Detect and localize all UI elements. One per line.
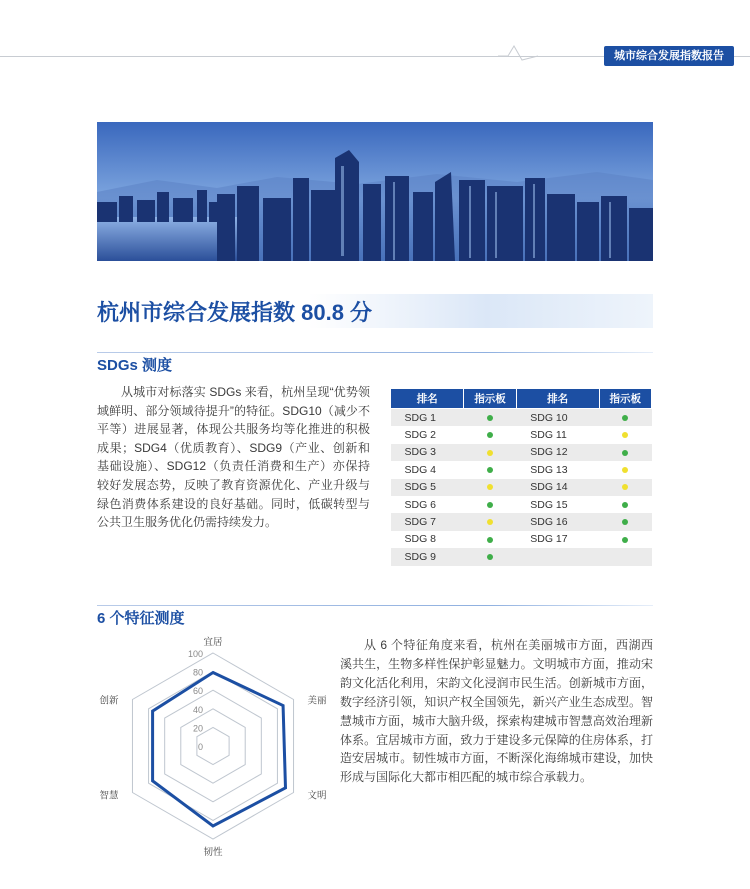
header-dashboard: 指示板: [464, 389, 516, 409]
green-status-dot: [487, 432, 493, 438]
status-cell: [599, 444, 651, 461]
feature-section-title: 6 个特征测度: [97, 610, 185, 627]
status-cell: [464, 426, 516, 443]
radar-tick-label: 60: [192, 686, 203, 697]
status-cell: [464, 513, 516, 530]
yellow-status-dot: [622, 432, 628, 438]
radar-category-label: 文明: [307, 790, 327, 802]
status-cell: [464, 496, 516, 513]
sdg-name: SDG 8: [391, 531, 464, 548]
status-cell: [464, 444, 516, 461]
green-status-dot: [487, 502, 493, 508]
feature-radar-chart: [97, 632, 327, 862]
table-row: [391, 426, 652, 443]
sdg-name: SDG 10: [516, 409, 599, 427]
green-status-dot: [622, 415, 628, 421]
sdg-name: [516, 548, 599, 565]
header-rank: 排名: [391, 389, 464, 409]
status-cell: [599, 426, 651, 443]
table-row: [391, 548, 652, 565]
report-badge: 城市综合发展指数报告: [604, 46, 734, 66]
status-cell: [464, 461, 516, 478]
radar-series-line: [153, 673, 286, 826]
table-row: [391, 479, 652, 496]
sdg-name: SDG 16: [516, 513, 599, 530]
yellow-status-dot: [622, 467, 628, 473]
status-cell: [464, 548, 516, 565]
table-row: [391, 444, 652, 461]
sdg-section-title: SDGs 测度: [97, 357, 173, 374]
sdg-name: SDG 14: [516, 479, 599, 496]
sdg-paragraph: 从城市对标落实 SDGs 来看，杭州呈现“优势领域鲜明、部分领域待提升”的特征。SDG10（减少不平等）进展显著，体现公共服务均等化推进的积极成果；SDG4（优质教育）、SDG9（产业、创新和基础设施）、SDG12（负责任消费和生产）亦保持较好发展态势，反映了教育资源优化、产业升级与绿色消费体系建设的良好基础。同时，低碳转型与公共卫生服务优化仍需持续发力。: [97, 385, 370, 530]
status-cell: [599, 513, 651, 530]
sdg-name: SDG 17: [516, 531, 599, 548]
green-status-dot: [622, 519, 628, 525]
sdg-name: SDG 15: [516, 496, 599, 513]
header-dashboard-2: 指示板: [599, 389, 651, 409]
green-status-dot: [487, 554, 493, 560]
sdg-name: SDG 13: [516, 461, 599, 478]
sdg-name: SDG 11: [516, 426, 599, 443]
status-cell: [464, 531, 516, 548]
sdg-table-body: [391, 409, 652, 566]
sdg-dashboard-table: [390, 388, 652, 566]
radar-grid-ring: [165, 690, 262, 802]
table-row: [391, 496, 652, 513]
green-status-dot: [487, 415, 493, 421]
yellow-status-dot: [487, 519, 493, 525]
page-title: 杭州市综合发展指数 80.8 分: [97, 300, 373, 325]
green-status-dot: [487, 467, 493, 473]
sdg-section-rule: [97, 352, 653, 353]
table-row: [391, 409, 652, 427]
radar-category-label: 韧性: [203, 847, 223, 858]
yellow-status-dot: [487, 484, 493, 490]
status-cell: [599, 409, 651, 427]
sdg-name: SDG 2: [391, 426, 464, 443]
status-cell: [599, 479, 651, 496]
status-cell: [599, 461, 651, 478]
sdg-name: SDG 4: [391, 461, 464, 478]
yellow-status-dot: [487, 450, 493, 456]
status-cell: [464, 479, 516, 496]
radar-category-label: 宜居: [203, 637, 223, 648]
sdg-name: SDG 9: [391, 548, 464, 565]
header-notch-shape: [498, 42, 538, 62]
sdg-name: SDG 6: [391, 496, 464, 513]
main-title-bar: [97, 294, 653, 328]
radar-category-label: 创新: [99, 695, 119, 707]
radar-tick-label: 100: [187, 649, 203, 659]
table-row: [391, 531, 652, 548]
sdg-name: SDG 3: [391, 444, 464, 461]
green-status-dot: [622, 502, 628, 508]
radar-category-label: 美丽: [307, 695, 327, 707]
green-status-dot: [487, 537, 493, 543]
status-cell: [599, 548, 651, 565]
radar-grid-ring: [132, 653, 293, 839]
radar-grid-ring: [181, 709, 245, 783]
table-row: [391, 461, 652, 478]
radar-tick-label: 20: [192, 723, 203, 734]
sdg-name: SDG 7: [391, 513, 464, 530]
city-skyline-photo: [97, 122, 653, 261]
header-rank-2: 排名: [516, 389, 599, 409]
sdg-name: SDG 1: [391, 409, 464, 427]
table-row: [391, 513, 652, 530]
radar-tick-label: 0: [197, 742, 203, 752]
feature-section-rule: [97, 605, 653, 606]
feature-paragraph: 从 6 个特征角度来看，杭州在美丽城市方面，西湖西溪共生，生物多样性保护彰显魅力。文明城市方面，推动宋韵文化活化利用，宋韵文化浸润市民生活。创新城市方面，数字经济引领，知识产权全国领先，新兴产业生态成型。智慧城市方面，城市大脑升级，探索构建城市智慧高效治理新体系。宜居城市方面，致力于建设多元保障的住房体系，打造安居城市。韧性城市方面，不断深化海绵城市建设，加快形成与国际化大都市相匹配的城市综合承载力。: [340, 638, 653, 785]
status-cell: [464, 409, 516, 427]
sdg-name: SDG 5: [391, 479, 464, 496]
status-cell: [599, 496, 651, 513]
green-status-dot: [622, 537, 628, 543]
radar-category-label: 智慧: [99, 790, 119, 802]
sdg-name: SDG 12: [516, 444, 599, 461]
status-cell: [599, 531, 651, 548]
green-status-dot: [622, 450, 628, 456]
radar-tick-label: 40: [192, 704, 203, 715]
yellow-status-dot: [622, 484, 628, 490]
radar-tick-label: 80: [192, 667, 203, 678]
